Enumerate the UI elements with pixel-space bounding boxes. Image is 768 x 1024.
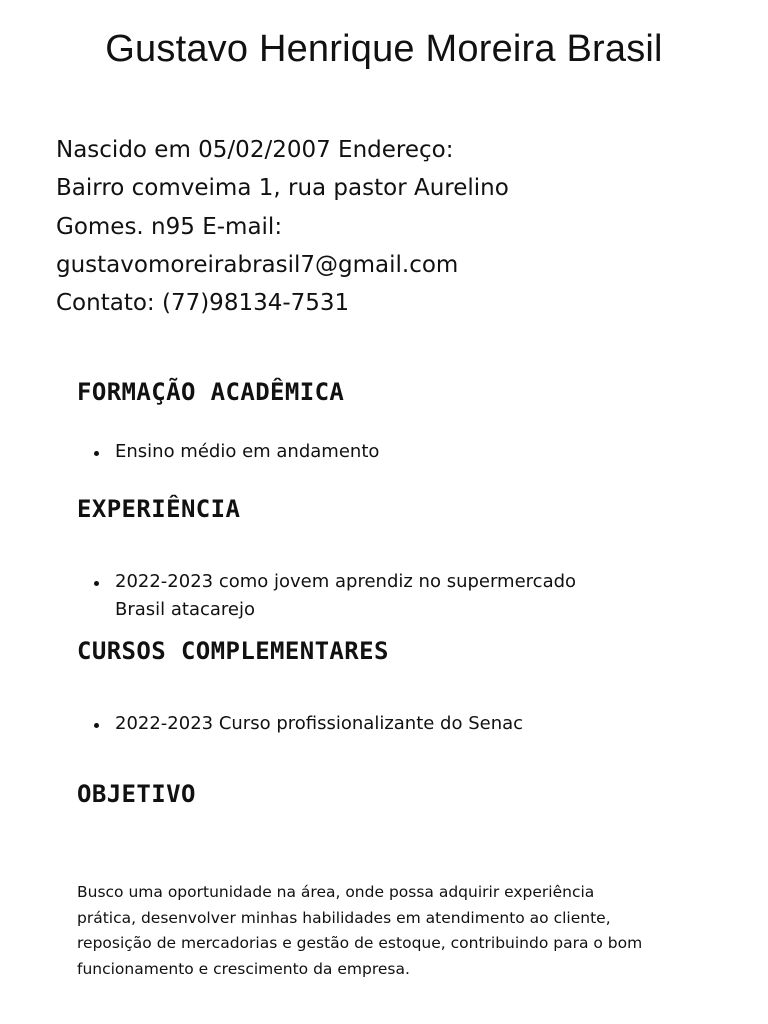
personal-info-line: Bairro comveima 1, rua pastor Aurelino <box>56 175 509 202</box>
bullet-icon <box>94 451 99 456</box>
objective-line: reposição de mercadorias e gestão de estoque, contribuindo para o bom <box>77 934 643 952</box>
list-item <box>77 568 576 624</box>
objective-text <box>77 880 717 982</box>
objective-line: prática, desenvolver minhas habilidades em atendimento ao cliente, <box>77 908 611 927</box>
personal-info-line: Nascido em 05/02/2007 Endereço: <box>56 137 454 163</box>
education-list <box>77 438 379 466</box>
bullet-icon <box>94 723 99 728</box>
objective-line: funcionamento e crescimento da empresa. <box>77 959 410 978</box>
list-item-text: 2022-2023 como jovem aprendiz no supermercado <box>115 571 577 592</box>
personal-info-line: Gomes. n95 E-mail: <box>56 213 283 240</box>
objective-line: Busco uma oportunidade na área, onde possa adquirir experiência <box>77 883 595 901</box>
personal-info <box>56 131 576 322</box>
list-item <box>77 710 523 738</box>
personal-info-line: Contato: (77)98134-7531 <box>56 290 350 317</box>
courses-list <box>77 710 523 738</box>
experience-list <box>77 568 576 624</box>
list-item-text: Brasil atacarejo <box>115 599 256 620</box>
courses-title: CURSOS COMPLEMENTARES <box>77 637 389 665</box>
list-item <box>77 438 379 466</box>
candidate-name: Gustavo Henrique Moreira Brasil <box>105 28 663 70</box>
objective-title: OBJETIVO <box>77 780 196 808</box>
list-item-text: Ensino médio em andamento <box>115 441 380 462</box>
personal-info-line: gustavomoreirabrasil7@gmail.com <box>56 251 459 278</box>
education-title: FORMAÇÃO ACADÊMICA <box>77 378 345 406</box>
experience-title: EXPERIÊNCIA <box>77 495 241 523</box>
bullet-icon <box>94 581 99 586</box>
list-item-text: 2022-2023 Curso profissionalizante do Senac <box>115 713 524 734</box>
